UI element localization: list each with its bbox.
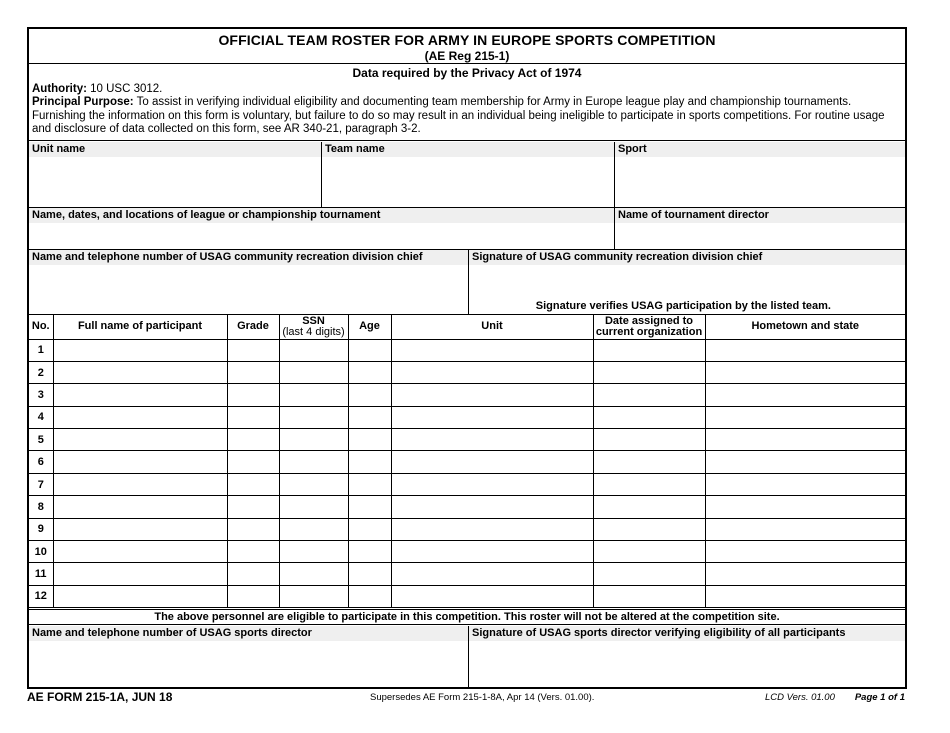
form-title: OFFICIAL TEAM ROSTER FOR ARMY IN EUROPE SPORTS COMPETITION — [218, 32, 716, 48]
sports-director-signature-cell — [468, 626, 905, 689]
grade-input[interactable] — [227, 541, 279, 563]
table-row — [29, 541, 905, 563]
row-number: 5 — [29, 429, 53, 451]
full-name-input[interactable] — [53, 451, 227, 473]
recreation-chief-row — [29, 250, 905, 315]
full-name-input[interactable] — [53, 406, 227, 428]
age-input[interactable] — [348, 451, 391, 473]
grade-input[interactable] — [227, 384, 279, 406]
table-row — [29, 496, 905, 518]
roster-body — [29, 339, 905, 608]
form-footer — [27, 690, 907, 706]
col-ssn-line2: (last 4 digits) — [282, 325, 345, 338]
row-number: 1 — [29, 339, 53, 361]
table-row — [29, 339, 905, 361]
full-name-input[interactable] — [53, 473, 227, 495]
col-no: No. — [29, 315, 53, 339]
date-assigned-input[interactable] — [593, 473, 705, 495]
grade-input[interactable] — [227, 473, 279, 495]
rec-chief-field[interactable] — [29, 265, 468, 313]
sports-director-field[interactable] — [29, 641, 468, 687]
hometown-input[interactable] — [705, 563, 905, 585]
unit-input[interactable] — [391, 541, 593, 563]
row-number: 4 — [29, 406, 53, 428]
tournament-info-field[interactable] — [29, 223, 614, 248]
full-name-input[interactable] — [53, 563, 227, 585]
ssn-input[interactable] — [279, 406, 348, 428]
ssn-input[interactable] — [279, 339, 348, 361]
grade-input[interactable] — [227, 429, 279, 451]
grade-input[interactable] — [227, 361, 279, 383]
date-assigned-input[interactable] — [593, 563, 705, 585]
form-subtitle: (AE Reg 215-1) — [424, 49, 510, 63]
full-name-input[interactable] — [53, 361, 227, 383]
roster-table — [29, 315, 905, 608]
sport-label: Sport — [615, 142, 905, 157]
col-age: Age — [348, 315, 391, 339]
age-input[interactable] — [348, 429, 391, 451]
date-assigned-input[interactable] — [593, 429, 705, 451]
col-ssn-line1: SSN — [302, 314, 325, 327]
lcd-version: LCD Vers. 01.00 — [765, 692, 835, 703]
ssn-input[interactable] — [279, 563, 348, 585]
hometown-input[interactable] — [705, 473, 905, 495]
roster-header-row — [29, 315, 905, 339]
tournament-info-cell — [29, 208, 614, 249]
col-ssn — [279, 315, 348, 339]
sports-director-signature-label: Signature of USAG sports director verifying eligibility of all participants — [469, 626, 905, 641]
col-date-line1: Date assigned to — [604, 314, 694, 327]
col-grade: Grade — [227, 315, 279, 339]
row-number: 3 — [29, 384, 53, 406]
age-input[interactable] — [348, 496, 391, 518]
ssn-input[interactable] — [279, 451, 348, 473]
date-assigned-input[interactable] — [593, 518, 705, 540]
ssn-input[interactable] — [279, 473, 348, 495]
row-number: 9 — [29, 518, 53, 540]
hometown-input[interactable] — [705, 361, 905, 383]
row-number: 10 — [29, 541, 53, 563]
age-input[interactable] — [348, 563, 391, 585]
authority-label: Authority: — [32, 82, 87, 95]
table-row — [29, 384, 905, 406]
col-hometown: Hometown and state — [705, 315, 905, 339]
unit-input[interactable] — [391, 384, 593, 406]
eligibility-statement: The above personnel are eligible to participate in this competition. This roster will not be altered at the competition site. — [29, 609, 905, 625]
grade-input[interactable] — [227, 406, 279, 428]
sports-director-label: Name and telephone number of USAG sports director — [29, 626, 468, 641]
ssn-input[interactable] — [279, 585, 348, 607]
team-name-field[interactable] — [322, 157, 614, 206]
grade-input[interactable] — [227, 518, 279, 540]
table-row — [29, 361, 905, 383]
signature-note: Signature verifies USAG participation by the listed team. — [535, 300, 831, 312]
team-name-label: Team name — [322, 142, 614, 157]
unit-input[interactable] — [391, 585, 593, 607]
col-date-line2: current organization — [595, 325, 703, 338]
hometown-input[interactable] — [705, 384, 905, 406]
sports-director-row — [29, 626, 905, 689]
col-unit: Unit — [391, 315, 593, 339]
age-input[interactable] — [348, 541, 391, 563]
grade-input[interactable] — [227, 496, 279, 518]
ssn-input[interactable] — [279, 496, 348, 518]
full-name-input[interactable] — [53, 384, 227, 406]
grade-input[interactable] — [227, 563, 279, 585]
age-input[interactable] — [348, 518, 391, 540]
tournament-info-label: Name, dates, and locations of league or championship tournament — [29, 208, 614, 223]
age-input[interactable] — [348, 384, 391, 406]
date-assigned-input[interactable] — [593, 496, 705, 518]
row-number: 6 — [29, 451, 53, 473]
tournament-director-label: Name of tournament director — [615, 208, 905, 223]
unit-input[interactable] — [391, 361, 593, 383]
page-number: Page 1 of 1 — [854, 692, 905, 703]
age-input[interactable] — [348, 361, 391, 383]
sports-director-cell — [29, 626, 468, 689]
purpose-text: To assist in verifying individual eligibility and documenting team membership for Army in Europe league play and championship tournaments. Furnishing the information on this form is voluntary, but failure to do so may result in an individual being ineligible to participate in sports competitions. For routine usage and disclosure of data collected on this form, see AR 340-21, paragraph 3-2. — [32, 96, 885, 135]
ssn-input[interactable] — [279, 361, 348, 383]
table-row — [29, 451, 905, 473]
unit-input[interactable] — [391, 451, 593, 473]
unit-input[interactable] — [391, 496, 593, 518]
rec-chief-signature-label: Signature of USAG community recreation division chief — [469, 250, 905, 265]
hometown-input[interactable] — [705, 541, 905, 563]
unit-input[interactable] — [391, 406, 593, 428]
full-name-input[interactable] — [53, 541, 227, 563]
full-name-input[interactable] — [53, 339, 227, 361]
grade-input[interactable] — [227, 451, 279, 473]
row-number: 7 — [29, 473, 53, 495]
unit-input[interactable] — [391, 339, 593, 361]
hometown-input[interactable] — [705, 429, 905, 451]
table-row — [29, 429, 905, 451]
table-row — [29, 585, 905, 607]
tournament-director-cell — [614, 208, 905, 249]
hometown-input[interactable] — [705, 339, 905, 361]
hometown-input[interactable] — [705, 451, 905, 473]
sport-cell — [614, 142, 905, 207]
hometown-input[interactable] — [705, 496, 905, 518]
unit-name-field[interactable] — [29, 157, 321, 206]
full-name-input[interactable] — [53, 585, 227, 607]
hometown-input[interactable] — [705, 406, 905, 428]
table-row — [29, 563, 905, 585]
col-full-name: Full name of participant — [53, 315, 227, 339]
date-assigned-input[interactable] — [593, 451, 705, 473]
supersedes-note: Supersedes AE Form 215-1-8A, Apr 14 (Vers. 01.00). — [370, 692, 595, 703]
authority-text: 10 USC 3012. — [86, 82, 163, 95]
form-number: AE FORM 215-1A, JUN 18 — [27, 690, 173, 704]
team-name-cell — [321, 142, 614, 207]
unit-name-cell — [29, 142, 321, 207]
rec-chief-signature-cell — [468, 250, 905, 314]
table-row — [29, 473, 905, 495]
privacy-act-statement — [29, 65, 905, 141]
grade-input[interactable] — [227, 339, 279, 361]
row-number: 12 — [29, 585, 53, 607]
sport-field[interactable] — [615, 157, 905, 206]
hometown-input[interactable] — [705, 518, 905, 540]
row-number: 2 — [29, 361, 53, 383]
unit-input[interactable] — [391, 563, 593, 585]
unit-input[interactable] — [391, 518, 593, 540]
privacy-heading: Data required by the Privacy Act of 1974 — [352, 66, 582, 80]
date-assigned-input[interactable] — [593, 384, 705, 406]
row-number: 11 — [29, 563, 53, 585]
table-row — [29, 406, 905, 428]
ssn-input[interactable] — [279, 429, 348, 451]
age-input[interactable] — [348, 585, 391, 607]
unit-name-label: Unit name — [29, 142, 321, 157]
age-input[interactable] — [348, 473, 391, 495]
roster-form — [27, 27, 907, 689]
date-assigned-input[interactable] — [593, 339, 705, 361]
purpose-line — [32, 96, 902, 137]
sports-director-signature-field[interactable] — [469, 641, 905, 687]
team-info-row — [29, 142, 905, 208]
ssn-input[interactable] — [279, 518, 348, 540]
age-input[interactable] — [348, 339, 391, 361]
form-header — [29, 29, 905, 64]
tournament-row — [29, 208, 905, 250]
date-assigned-input[interactable] — [593, 361, 705, 383]
hometown-input[interactable] — [705, 585, 905, 607]
unit-input[interactable] — [391, 429, 593, 451]
authority-line — [32, 83, 902, 97]
ssn-input[interactable] — [279, 384, 348, 406]
ssn-input[interactable] — [279, 541, 348, 563]
date-assigned-input[interactable] — [593, 406, 705, 428]
table-row — [29, 518, 905, 540]
date-assigned-input[interactable] — [593, 585, 705, 607]
unit-input[interactable] — [391, 473, 593, 495]
rec-chief-cell — [29, 250, 468, 314]
col-date-assigned — [593, 315, 705, 339]
rec-chief-label: Name and telephone number of USAG community recreation division chief — [29, 250, 468, 265]
date-assigned-input[interactable] — [593, 541, 705, 563]
full-name-input[interactable] — [53, 518, 227, 540]
age-input[interactable] — [348, 406, 391, 428]
full-name-input[interactable] — [53, 429, 227, 451]
row-number: 8 — [29, 496, 53, 518]
tournament-director-field[interactable] — [615, 223, 905, 248]
full-name-input[interactable] — [53, 496, 227, 518]
purpose-label: Principal Purpose: — [32, 96, 134, 108]
grade-input[interactable] — [227, 585, 279, 607]
